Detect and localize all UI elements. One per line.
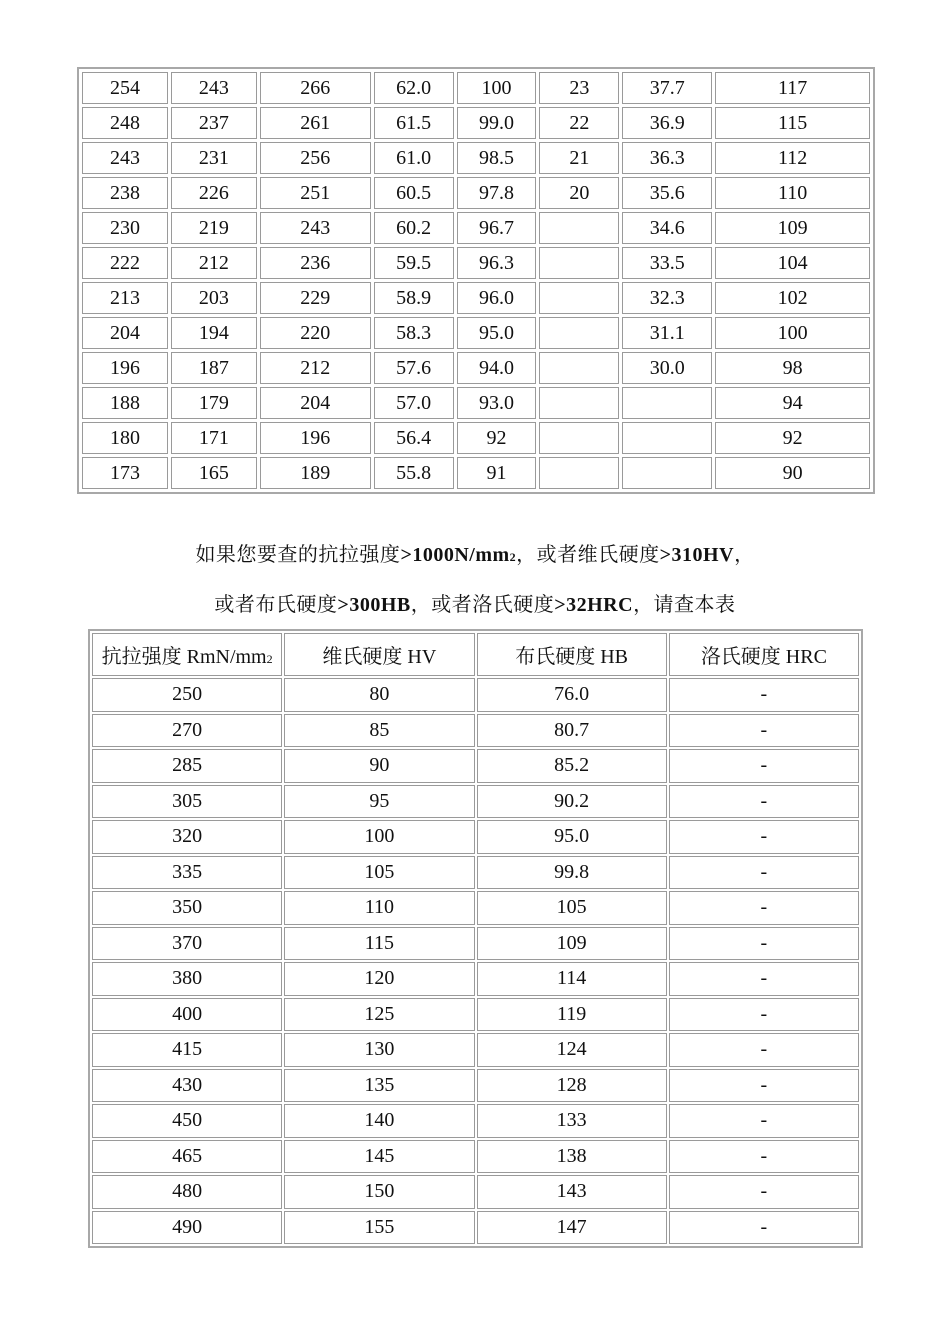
table-row (82, 352, 870, 384)
table-cell (539, 212, 619, 244)
caption-text: ， (734, 544, 755, 566)
table-cell: - (669, 749, 859, 783)
table-row (82, 457, 870, 489)
table-cell: 143 (477, 1175, 667, 1209)
table-row (92, 1140, 859, 1174)
table-cell: 33.5 (622, 247, 712, 279)
table-cell: 196 (260, 422, 371, 454)
table-cell: 95.0 (457, 317, 537, 349)
table-row (92, 927, 859, 961)
header-tensile-strength (92, 633, 282, 676)
caption-text: ，请查本表 (633, 594, 736, 616)
table-cell: 237 (171, 107, 257, 139)
table-cell: 490 (92, 1211, 282, 1245)
table-cell: 196 (82, 352, 168, 384)
table-cell: 165 (171, 457, 257, 489)
table-cell: 93.0 (457, 387, 537, 419)
table-cell: 56.4 (374, 422, 454, 454)
table-cell: 238 (82, 177, 168, 209)
caption-text: ，或者洛氏硬度 (410, 594, 555, 616)
table-cell: 35.6 (622, 177, 712, 209)
table-cell: 36.3 (622, 142, 712, 174)
table-cell: 30.0 (622, 352, 712, 384)
table-cell: 430 (92, 1069, 282, 1103)
table-row (82, 107, 870, 139)
table-cell: 110 (715, 177, 870, 209)
table-cell: - (669, 1069, 859, 1103)
table-cell: 59.5 (374, 247, 454, 279)
table-cell: 114 (477, 962, 667, 996)
table-cell: 212 (171, 247, 257, 279)
table-cell: 250 (92, 678, 282, 712)
table-cell: 110 (284, 891, 474, 925)
table-cell: 57.0 (374, 387, 454, 419)
table-cell: 105 (477, 891, 667, 925)
table-cell: 155 (284, 1211, 474, 1245)
header-rockwell: 洛氏硬度 HRC (669, 633, 859, 676)
table-cell: 219 (171, 212, 257, 244)
hardness-conversion-table-body (92, 633, 859, 1244)
table-cell (622, 422, 712, 454)
table-cell: 20 (539, 177, 619, 209)
caption-text: ，或者维氏硬度 (516, 544, 660, 566)
table-cell: 128 (477, 1069, 667, 1103)
table-cell: 34.6 (622, 212, 712, 244)
table-cell: 480 (92, 1175, 282, 1209)
table-cell: 100 (715, 317, 870, 349)
table-cell: 335 (92, 856, 282, 890)
table-cell: 60.2 (374, 212, 454, 244)
table-cell: 229 (260, 282, 371, 314)
table-cell: - (669, 1175, 859, 1209)
table-cell: - (669, 1211, 859, 1245)
table-cell: 370 (92, 927, 282, 961)
caption-value: >300HB (337, 594, 411, 616)
table-cell: 230 (82, 212, 168, 244)
header-superscript: 2 (266, 652, 273, 666)
table-row (82, 247, 870, 279)
table-cell: 213 (82, 282, 168, 314)
table-cell: 62.0 (374, 72, 454, 104)
table-cell: - (669, 1033, 859, 1067)
table-cell: 194 (171, 317, 257, 349)
table-cell: 400 (92, 998, 282, 1032)
table-cell: 99.8 (477, 856, 667, 890)
table-cell: 120 (284, 962, 474, 996)
table-cell: 415 (92, 1033, 282, 1067)
hardness-table-continued-body (82, 72, 870, 489)
table-cell: - (669, 998, 859, 1032)
table-row (92, 1069, 859, 1103)
table-cell: 109 (477, 927, 667, 961)
table-cell: 140 (284, 1104, 474, 1138)
table-cell: 100 (284, 820, 474, 854)
header-label: 抗拉强度 RmN/mm (101, 646, 267, 668)
table-cell: 96.3 (457, 247, 537, 279)
table-cell: 125 (284, 998, 474, 1032)
table-row (92, 749, 859, 783)
table-cell: 85.2 (477, 749, 667, 783)
caption-text: 如果您要查的抗拉强度 (195, 544, 401, 566)
table-row (92, 678, 859, 712)
table-row (82, 177, 870, 209)
table-cell: 95 (284, 785, 474, 819)
table-row (82, 72, 870, 104)
caption-superscript: 2 (509, 550, 517, 564)
table-cell: - (669, 927, 859, 961)
table-cell: 150 (284, 1175, 474, 1209)
table-cell: 90.2 (477, 785, 667, 819)
table-cell: 91 (457, 457, 537, 489)
table-row (92, 1104, 859, 1138)
table-cell: 60.5 (374, 177, 454, 209)
table-cell (539, 247, 619, 279)
table-cell: 85 (284, 714, 474, 748)
table-cell: 189 (260, 457, 371, 489)
table-cell (539, 352, 619, 384)
table-cell: 380 (92, 962, 282, 996)
table-row (92, 998, 859, 1032)
table-cell: 22 (539, 107, 619, 139)
table-cell: - (669, 1104, 859, 1138)
table-cell: 256 (260, 142, 371, 174)
table-cell: 90 (284, 749, 474, 783)
table-cell: - (669, 714, 859, 748)
table-cell (622, 387, 712, 419)
table-cell: 222 (82, 247, 168, 279)
table-row (92, 962, 859, 996)
table-cell: 92 (715, 422, 870, 454)
table-cell: 80 (284, 678, 474, 712)
table-cell (539, 457, 619, 489)
table-row (92, 1175, 859, 1209)
header-brinell: 布氏硬度 HB (477, 633, 667, 676)
table-cell: - (669, 962, 859, 996)
caption-line-2 (0, 588, 950, 617)
table-cell: 203 (171, 282, 257, 314)
table-cell: 261 (260, 107, 371, 139)
table-cell: 95.0 (477, 820, 667, 854)
table-cell: 96.7 (457, 212, 537, 244)
table-cell: 115 (715, 107, 870, 139)
table-cell: - (669, 820, 859, 854)
table-cell: 231 (171, 142, 257, 174)
table-cell (539, 387, 619, 419)
table-cell: 124 (477, 1033, 667, 1067)
table-row (82, 212, 870, 244)
table-cell: 133 (477, 1104, 667, 1138)
table-cell: 119 (477, 998, 667, 1032)
table-cell: 61.5 (374, 107, 454, 139)
table-cell: 179 (171, 387, 257, 419)
table-cell: 97.8 (457, 177, 537, 209)
table-cell: 58.9 (374, 282, 454, 314)
table-cell: 248 (82, 107, 168, 139)
table-cell: 350 (92, 891, 282, 925)
table-cell: 226 (171, 177, 257, 209)
table-cell: 450 (92, 1104, 282, 1138)
hardness-table-continued (77, 67, 875, 494)
table-cell: 32.3 (622, 282, 712, 314)
table-cell: - (669, 678, 859, 712)
hardness-conversion-table (88, 629, 863, 1248)
table-cell: 94 (715, 387, 870, 419)
table-cell: 76.0 (477, 678, 667, 712)
table-cell: 187 (171, 352, 257, 384)
table-cell: 285 (92, 749, 282, 783)
table-cell: 270 (92, 714, 282, 748)
caption-value: >32HRC (554, 594, 634, 616)
table-row (82, 317, 870, 349)
caption-line-1 (0, 538, 950, 567)
table-cell: 180 (82, 422, 168, 454)
table-cell: 112 (715, 142, 870, 174)
header-vickers: 维氏硬度 HV (284, 633, 474, 676)
table-row (92, 785, 859, 819)
table-cell: 254 (82, 72, 168, 104)
table-cell: 36.9 (622, 107, 712, 139)
table-cell: 305 (92, 785, 282, 819)
table-cell: 243 (82, 142, 168, 174)
table-cell: 105 (284, 856, 474, 890)
table-cell: 96.0 (457, 282, 537, 314)
table-cell: 251 (260, 177, 371, 209)
table-cell: 37.7 (622, 72, 712, 104)
table-cell: 188 (82, 387, 168, 419)
table-cell: 98.5 (457, 142, 537, 174)
table-row (92, 891, 859, 925)
table-row (92, 820, 859, 854)
table-row (82, 387, 870, 419)
table-row (92, 1033, 859, 1067)
table-cell: - (669, 891, 859, 925)
table-row (92, 714, 859, 748)
table-cell: 104 (715, 247, 870, 279)
table-cell: - (669, 856, 859, 890)
table-row (92, 856, 859, 890)
table-cell: 55.8 (374, 457, 454, 489)
table-cell: 130 (284, 1033, 474, 1067)
table-row (92, 1211, 859, 1245)
table-cell: 90 (715, 457, 870, 489)
table-cell: 320 (92, 820, 282, 854)
table-cell: 115 (284, 927, 474, 961)
table-cell: 100 (457, 72, 537, 104)
table-cell (539, 422, 619, 454)
table-row (82, 142, 870, 174)
table-cell: 243 (171, 72, 257, 104)
table-cell: 57.6 (374, 352, 454, 384)
table-cell: 80.7 (477, 714, 667, 748)
table-cell: 92 (457, 422, 537, 454)
table-cell: 135 (284, 1069, 474, 1103)
table-cell (539, 317, 619, 349)
table-cell: - (669, 785, 859, 819)
table-cell: 61.0 (374, 142, 454, 174)
table-cell: 98 (715, 352, 870, 384)
table-row (82, 282, 870, 314)
table-cell: 94.0 (457, 352, 537, 384)
table-cell (622, 457, 712, 489)
table-header-row (92, 633, 859, 676)
table-cell: 99.0 (457, 107, 537, 139)
table-cell: 236 (260, 247, 371, 279)
table-cell: 23 (539, 72, 619, 104)
table-cell: 147 (477, 1211, 667, 1245)
table-cell: - (669, 1140, 859, 1174)
table-cell: 145 (284, 1140, 474, 1174)
table-cell: 204 (260, 387, 371, 419)
caption-value: >1000N/mm (400, 544, 510, 566)
table-cell: 58.3 (374, 317, 454, 349)
table-cell: 204 (82, 317, 168, 349)
table-cell: 138 (477, 1140, 667, 1174)
table-cell: 465 (92, 1140, 282, 1174)
caption-value: >310HV (659, 544, 735, 566)
table-cell (539, 282, 619, 314)
caption-text: 或者布氏硬度 (214, 594, 338, 616)
table-cell: 220 (260, 317, 371, 349)
table-cell: 102 (715, 282, 870, 314)
table-row (82, 422, 870, 454)
table-cell: 117 (715, 72, 870, 104)
table-cell: 109 (715, 212, 870, 244)
table-cell: 212 (260, 352, 371, 384)
table-cell: 171 (171, 422, 257, 454)
table-cell: 21 (539, 142, 619, 174)
table-cell: 31.1 (622, 317, 712, 349)
table-cell: 173 (82, 457, 168, 489)
table-cell: 266 (260, 72, 371, 104)
table-cell: 243 (260, 212, 371, 244)
